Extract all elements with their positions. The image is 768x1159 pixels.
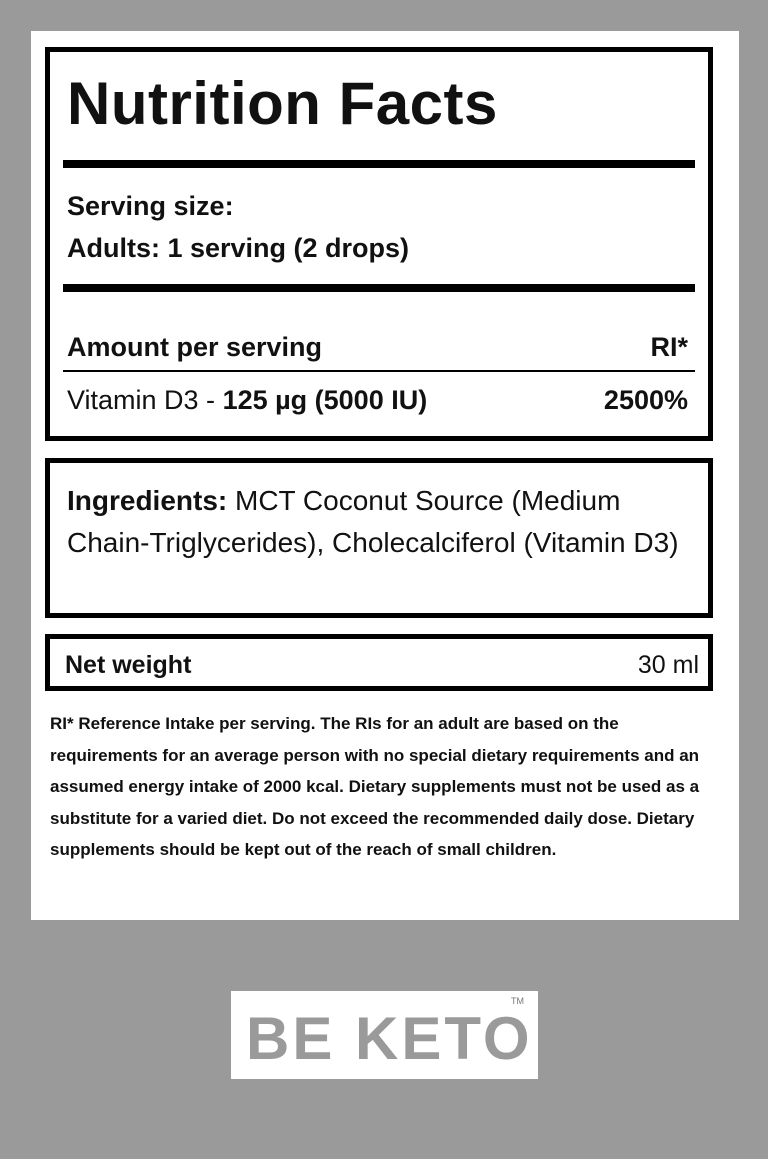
ingredients-text <box>67 480 688 564</box>
net-weight-panel <box>45 634 713 691</box>
net-weight-label: Net weight <box>65 651 192 679</box>
nutrition-facts-title: Nutrition Facts <box>67 70 498 137</box>
serving-size-value: Adults: 1 serving (2 drops) <box>67 233 410 263</box>
ingredients-panel <box>45 458 713 618</box>
thin-divider <box>63 370 695 372</box>
serving-size-label: Serving size: <box>67 191 234 221</box>
net-weight-value: 30 ml <box>637 651 699 679</box>
vitamin-ri-percent: 2500% <box>603 385 688 415</box>
label-card <box>31 31 739 920</box>
trademark-mark: TM <box>511 996 524 1006</box>
ri-column-header: RI* <box>650 332 688 362</box>
vitamin-name: Vitamin D3 - <box>67 385 223 415</box>
brand-name: BE KETO <box>246 1005 533 1072</box>
nutrition-facts-panel <box>45 47 713 441</box>
thick-divider <box>63 284 695 292</box>
ingredients-label: Ingredients: <box>67 485 228 516</box>
vitamin-amount: 125 µg (5000 IU) <box>222 385 428 415</box>
brand-logo <box>231 991 538 1079</box>
ri-disclaimer: RI* Reference Intake per serving. The RIs for an adult are based on the requirements for an average person with no special dietary requirements and an assumed energy intake of 2000 kcal. Dietary supplements must not be used as a substitute for a varied diet. Do not exceed the recommended daily dose. Dietary supplements should be kept out of the reach of small children. <box>50 714 700 859</box>
amount-per-serving-label: Amount per serving <box>67 332 323 362</box>
vitamin-d3-row <box>67 385 427 416</box>
ingredients-list: MCT Coconut Source (Medium Chain-Triglycerides), Cholecalciferol (Vitamin D3) <box>67 485 679 558</box>
thick-divider <box>63 160 695 168</box>
